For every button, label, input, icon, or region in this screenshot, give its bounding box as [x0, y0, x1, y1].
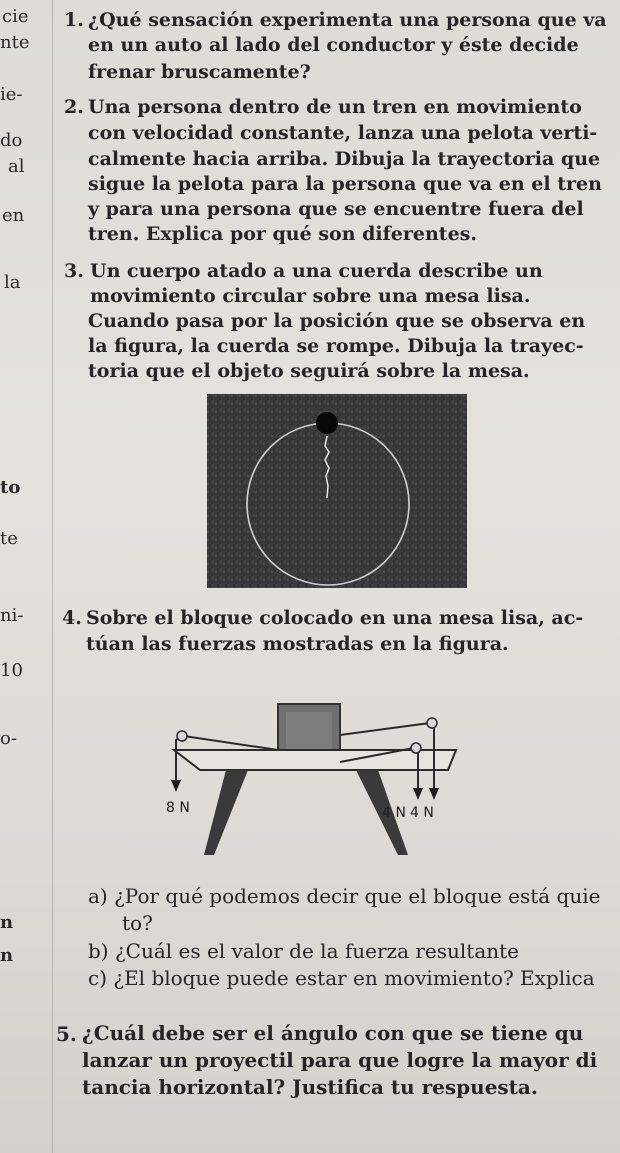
margin-word: n — [0, 945, 14, 966]
question-text-line: frenar bruscamente? — [88, 61, 311, 83]
pulley — [411, 743, 421, 753]
question-text-line: movimiento circular sobre una mesa lisa. — [90, 285, 531, 307]
question-text-line: toria que el objeto seguirá sobre la mesa. — [88, 360, 530, 382]
question-text-line: Sobre el bloque colocado en una mesa lisa, ac- — [86, 607, 584, 629]
question-text-line: Un cuerpo atado a una cuerda describe un — [90, 260, 543, 282]
table-leg — [204, 770, 248, 855]
margin-word: al — [8, 156, 25, 177]
circular-motion-figure — [207, 394, 467, 588]
question-text-line: tren. Explica por qué son diferentes. — [88, 223, 477, 245]
force-label-right-2: 4 N — [410, 805, 434, 821]
question-text-line: la figura, la cuerda se rompe. Dibuja la trayec- — [88, 335, 584, 357]
pulley — [427, 718, 437, 728]
subquestion-b: b) ¿Cuál es el valor de la fuerza resultante — [88, 939, 519, 963]
question-text-line: tancia horizontal? Justifica tu respuesta. — [82, 1075, 538, 1099]
object-ball — [316, 412, 338, 434]
pulley — [177, 731, 187, 741]
margin-word: 10 — [0, 660, 23, 681]
margin-word: ni- — [0, 605, 24, 626]
subquestion-a: a) ¿Por qué podemos decir que el bloque está quie — [88, 884, 601, 908]
question-text-line: y para una persona que se encuentre fuera del — [88, 198, 584, 220]
margin-word: o- — [0, 728, 17, 749]
arrow-head — [429, 788, 439, 800]
margin-word: en — [2, 205, 25, 226]
margin-word: n — [0, 912, 14, 933]
question-number: 1. — [64, 9, 84, 31]
question-text-line: túan las fuerzas mostradas en la figura. — [86, 633, 509, 655]
question-text-line: con velocidad constante, lanza una pelota verti- — [88, 122, 598, 144]
arrow-head — [171, 780, 181, 792]
margin-word: te — [0, 528, 18, 549]
arrow-head — [413, 788, 423, 800]
force-label-left: 8 N — [166, 800, 190, 816]
margin-word: ie- — [0, 84, 23, 105]
force-label-right-1: 4 N — [382, 805, 406, 821]
question-text-line: ¿Cuál debe ser el ángulo con que se tiene qu — [82, 1021, 584, 1045]
margin-word: la — [4, 272, 21, 293]
question-text-line: Una persona dentro de un tren en movimiento — [88, 96, 582, 118]
question-text-line: ¿Qué sensación experimenta una persona que va — [88, 9, 607, 31]
subquestion-a-continued: to? — [122, 911, 153, 935]
margin-word: do — [0, 130, 23, 151]
forces-figure — [164, 700, 476, 860]
question-number: 2. — [64, 96, 84, 118]
question-text-line: Cuando pasa por la posición que se observa en — [88, 310, 586, 332]
question-number: 4. — [62, 607, 82, 629]
margin-word: cie — [2, 6, 29, 27]
question-number: 5. — [56, 1022, 77, 1046]
question-text-line: en un auto al lado del conductor y éste decide — [88, 34, 579, 56]
question-text-line: calmente hacia arriba. Dibuja la trayectoria que — [88, 148, 601, 170]
margin-word: nte — [0, 32, 30, 53]
question-text-line: lanzar un proyectil para que logre la mayor di — [82, 1048, 598, 1072]
subquestion-c: c) ¿El bloque puede estar en movimiento? Explica — [88, 966, 595, 990]
column-divider — [52, 0, 53, 1153]
question-text-line: sigue la pelota para la persona que va en el tren — [88, 173, 602, 195]
margin-word: to — [0, 477, 21, 498]
question-number: 3. — [64, 260, 84, 282]
